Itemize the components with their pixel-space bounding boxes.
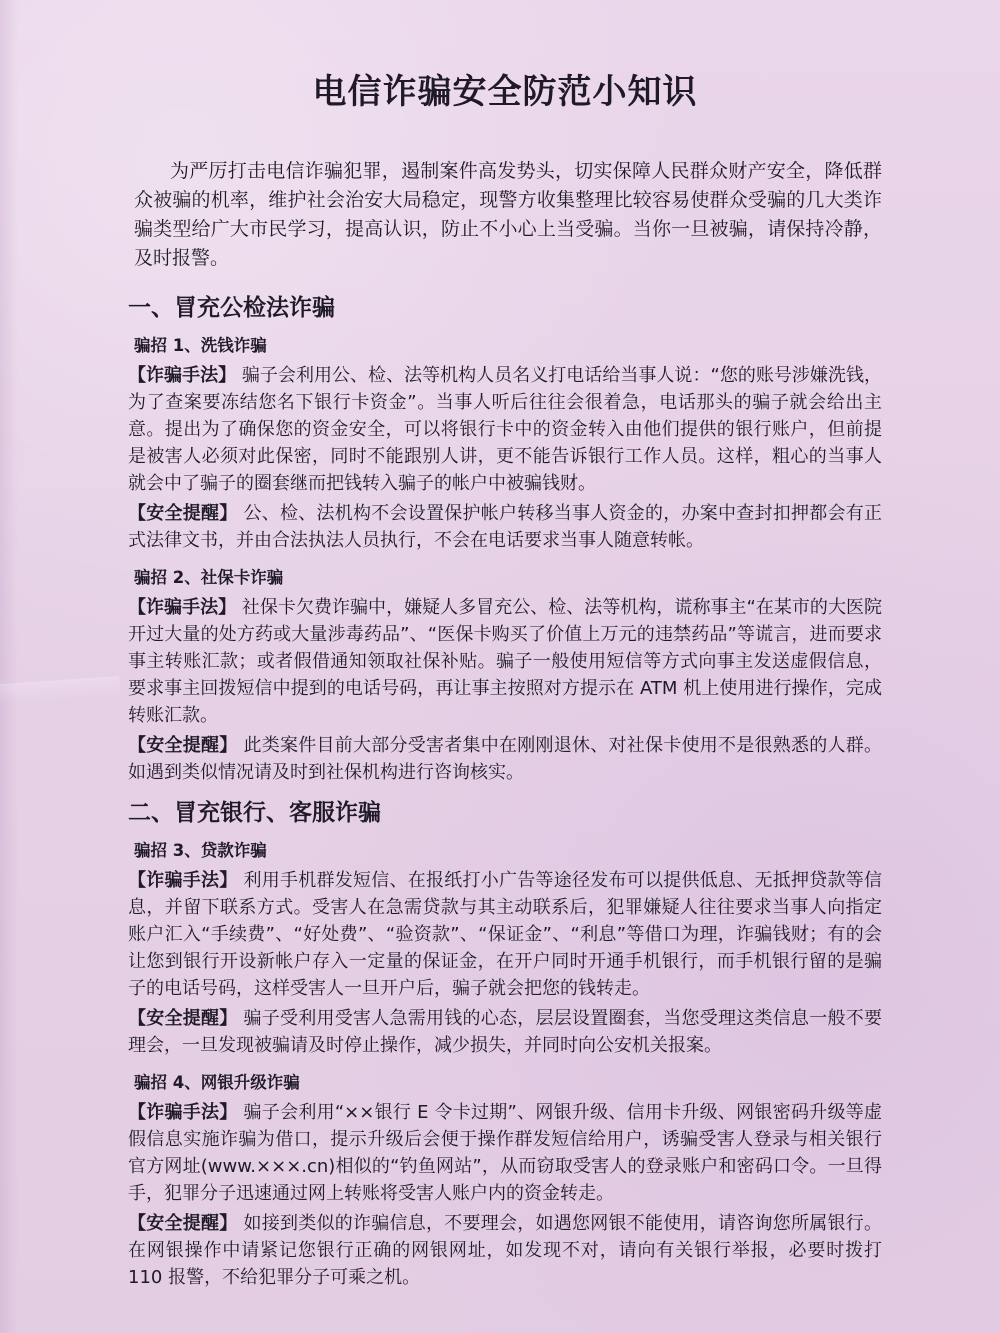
scam-text: 骗子会利用公、检、法等机构人员名义打电话给当事人说：“您的账号涉嫌洗钱，为了查案要冻结您名下银行卡资金”。当事人听后往往会很着急，电话那头的骗子就会给出主意。提出为了确保您的资金安全，可以将银行卡中的资金转入由他们提供的银行账户，但前提是被害人必须对此保密，同时不能跟别人讲，更不能告诉银行工作人员。这样，粗心的当事人就会中了骗子的圈套继而把钱转入骗子的帐户中被骗钱财。 [128,365,882,494]
scam-label: 【诈骗手法】 [128,597,237,618]
scam-item-3 [128,837,882,1059]
section-title: 一、冒充公检法诈骗 [128,294,335,321]
scam-item-2 [128,564,882,786]
scam-method [128,362,882,497]
tip-label: 【安全提醒】 [128,1213,238,1234]
tip-text: 此类案件目前大部分受害者集中在刚刚退休、对社保卡使用不是很熟悉的人群。如遇到类似情况请及时到社保机构进行咨询核实。 [128,735,883,783]
scam-method [128,1099,882,1207]
tip-label: 【安全提醒】 [128,503,238,524]
scam-text: 利用手机群发短信、在报纸打小广告等途径发布可以提供低息、无抵押贷款等信息，并留下联系方式。受害人在急需贷款与其主动联系后，犯罪嫌疑人往往要求当事人向指定账户汇入“手续费”、“好处费”、“验资款”、“保证金”、“利息”等借口为理，诈骗钱财；有的会让您到银行开设新帐户存入一定量的保证金，在开户同时开通手机银行，而手机银行留的是骗子的电话号码，这样受害人一旦开户后，骗子就会把您的钱转走。 [128,870,883,999]
section-1 [128,289,882,786]
tip-text: 如接到类似的诈骗信息，不要理会，如遇您网银不能使用，请咨询您所属银行。在网银操作中请紧记您银行正确的网银网址，如发现不对，请向有关银行举报，必要时拨打 110 报警，不给犯罪分子可乘之机。 [128,1213,883,1288]
tip-text: 骗子受利用受害人急需用钱的心态，层层设置圈套，当您受理这类信息一般不要理会，一旦发现被骗请及时停止操作，减少损失，并同时向公安机关报案。 [128,1008,883,1056]
scam-item-1 [128,332,882,554]
scam-label: 【诈骗手法】 [128,870,238,891]
document-title: 电信诈骗安全防范小知识 [312,72,698,112]
scam-label: 【诈骗手法】 [128,365,237,386]
scam-subhead: 骗招 3、贷款诈骗 [134,841,267,860]
scam-subhead: 骗招 2、社保卡诈骗 [134,568,284,587]
scam-label: 【诈骗手法】 [128,1102,238,1123]
safety-tip [128,1005,882,1059]
section-title: 二、冒充银行、客服诈骗 [128,799,381,826]
safety-tip [128,500,882,554]
scam-method [128,594,882,729]
section-2 [128,794,882,1291]
scam-text: 社保卡欠费诈骗中，嫌疑人多冒充公、检、法等机构，谎称事主“在某市的大医院开过大量的处方药或大量涉毒药品”、“医保卡购买了价值上万元的违禁药品”等谎言，进而要求事主转账汇款；或者假借通知领取社保补贴。骗子一般使用短信等方式向事主发送虚假信息，要求事主回拨短信中提到的电话号码，再让事主按照对方提示在 ATM 机上使用进行操作，完成转账汇款。 [128,597,882,726]
safety-tip [128,732,882,786]
safety-tip [128,1210,882,1291]
tip-text: 公、检、法机构不会设置保护帐户转移当事人资金的，办案中查封扣押都会有正式法律文书，并由合法执法人员执行，不会在电话要求当事人随意转帐。 [128,503,883,551]
scam-text: 骗子会利用“××银行 E 令卡过期”、网银升级、信用卡升级、网银密码升级等虚假信息实施诈骗为借口，提示升级后会便于操作群发短信给用户，诱骗受害人登录与相关银行官方网址(www.×××.cn)相似的“钓鱼网站”，从而窃取受害人的登录账户和密码口令。一旦得手，犯罪分子迅速通过网上转账将受害人账户内的资金转走。 [128,1102,882,1204]
tip-label: 【安全提醒】 [128,735,238,756]
scam-subhead: 骗招 1、洗钱诈骗 [134,336,267,355]
intro-paragraph: 为严厉打击电信诈骗犯罪，遏制案件高发势头，切实保障人民群众财产安全，降低群众被骗的机率，维护社会治安大局稳定，现警方收集整理比较容易使群众受骗的几大类诈骗类型给广大市民学习，提高认识，防止不小心上当受骗。当你一旦被骗，请保持冷静，及时报警。 [134,160,882,269]
scam-subhead: 骗招 4、网银升级诈骗 [134,1073,300,1092]
scam-method [128,867,882,1002]
scam-item-4 [128,1069,882,1291]
tip-label: 【安全提醒】 [128,1008,238,1029]
